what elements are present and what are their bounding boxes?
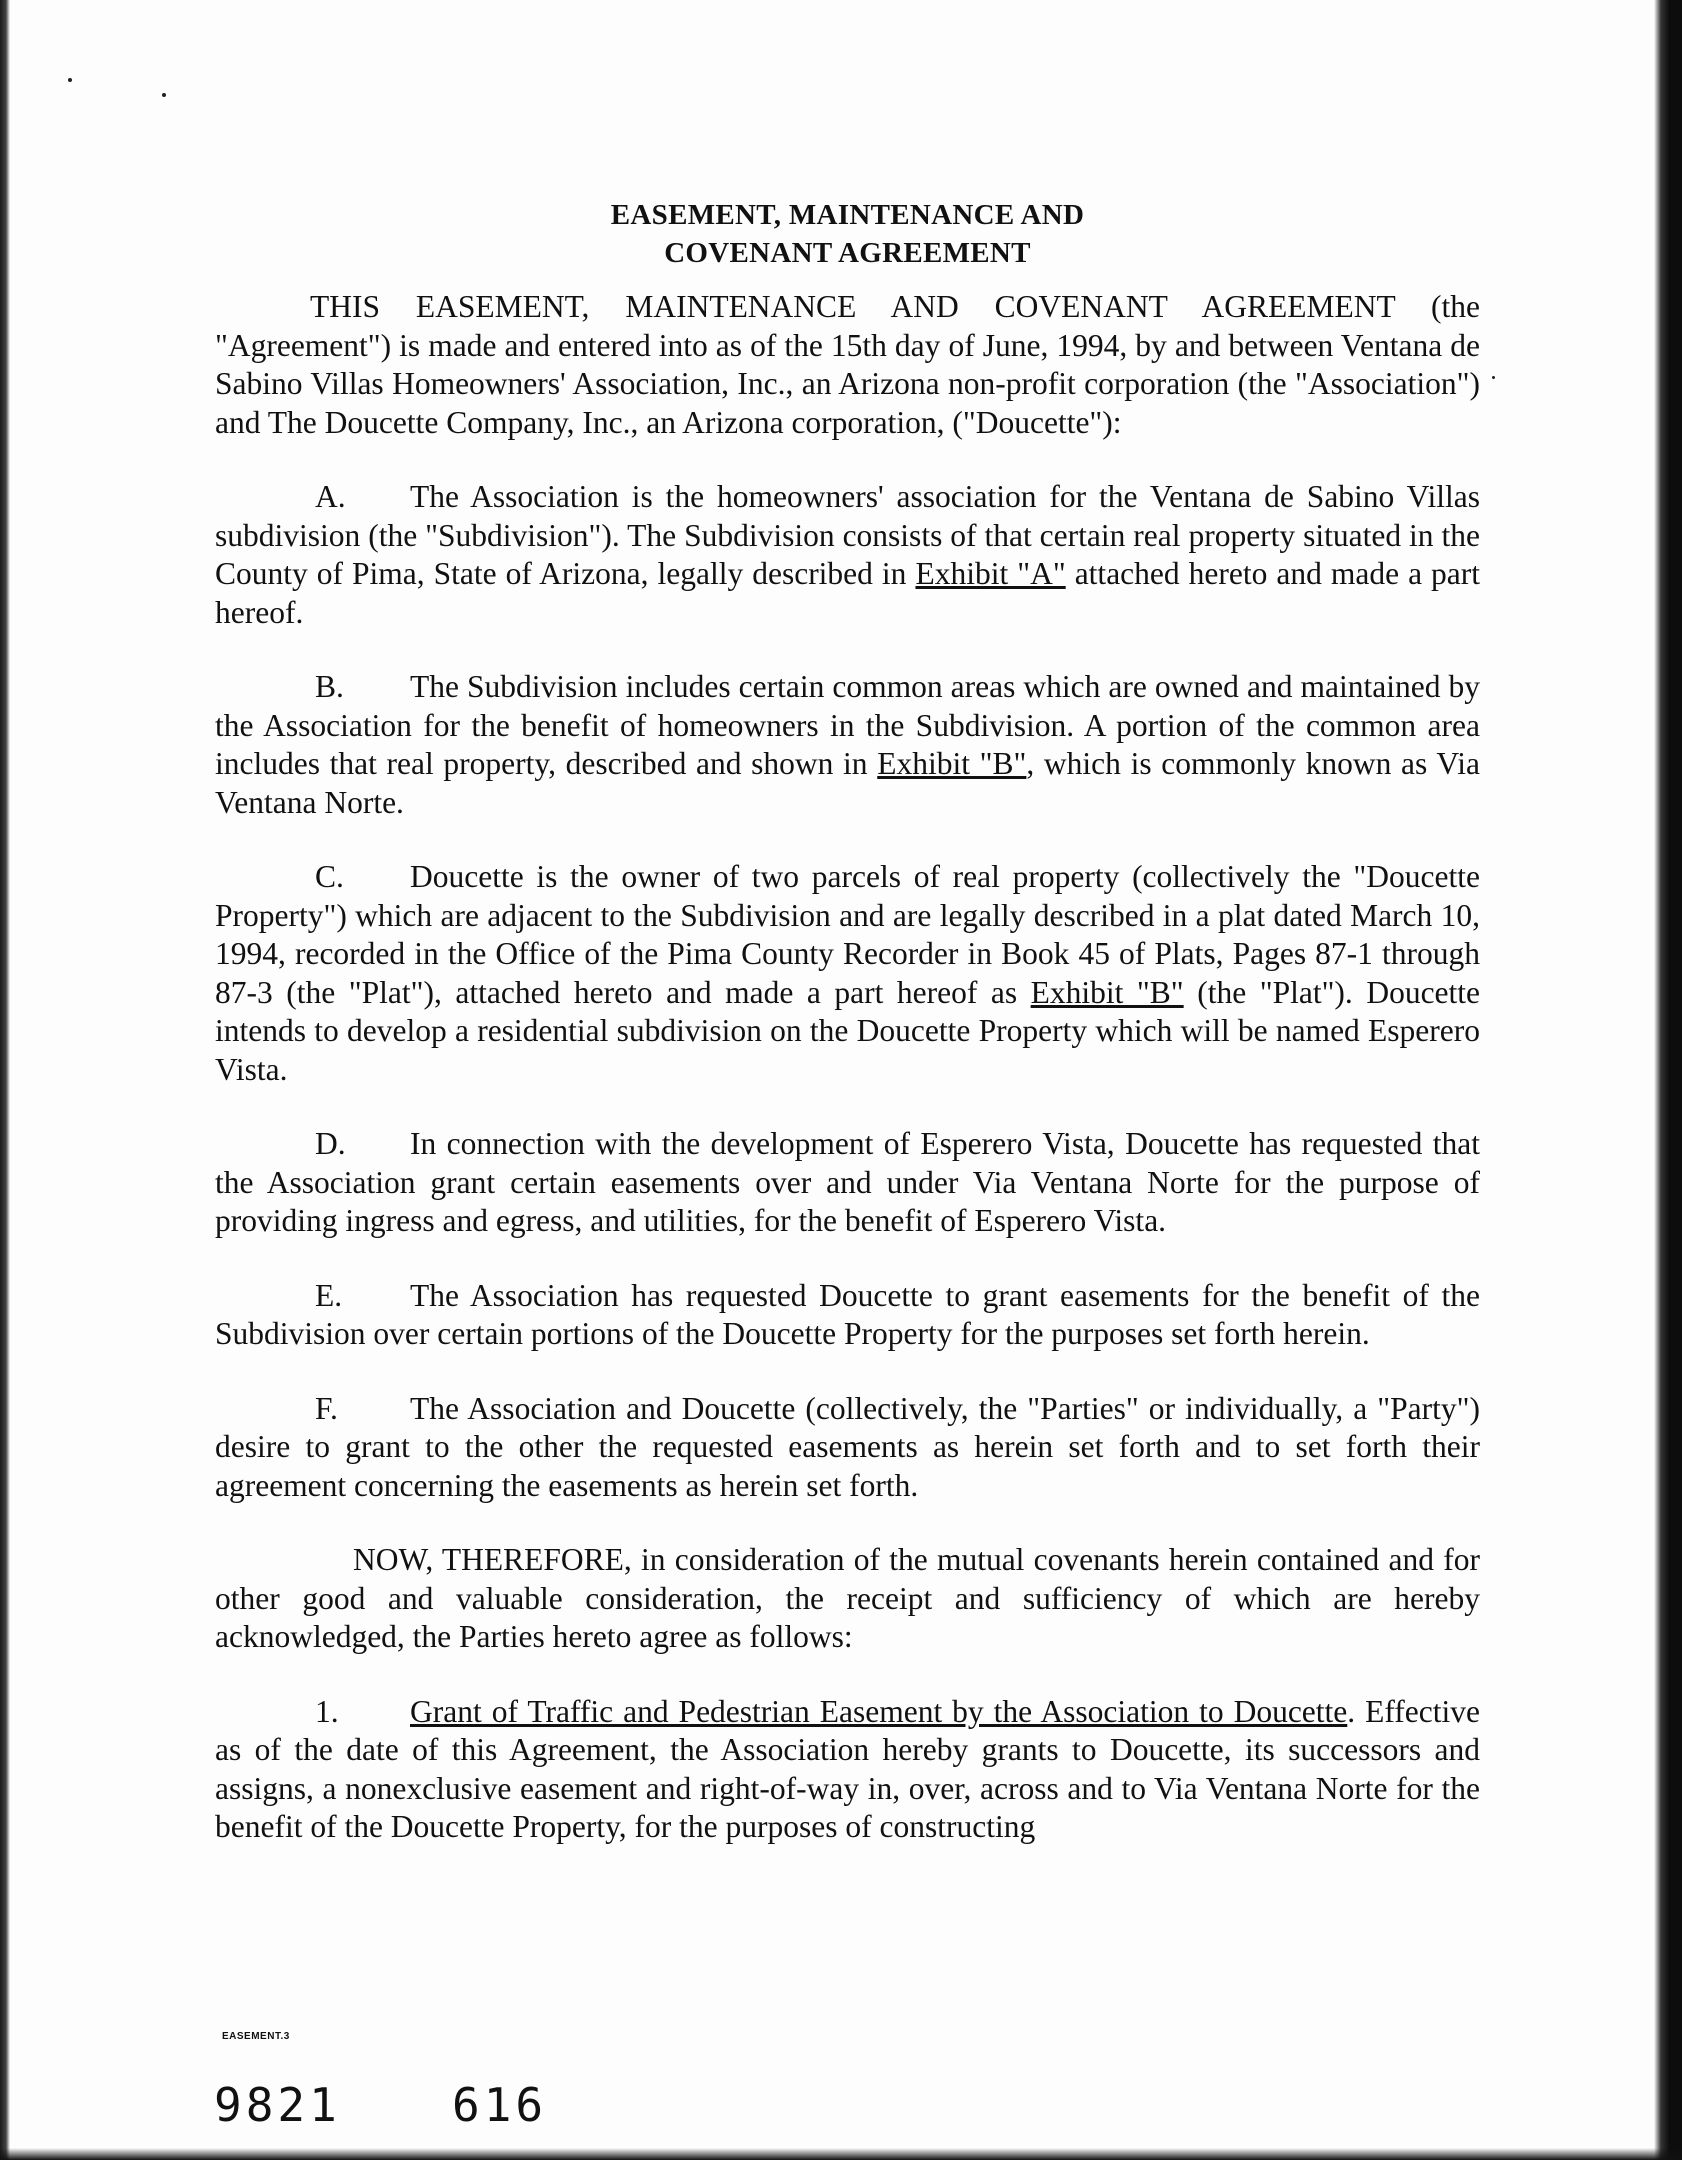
now-therefore-text: NOW, THEREFORE, in consideration of the mutual covenants herein contained and for other good and valuable consideration, the receipt and sufficiency of which are hereby acknowledged, the Parties hereto agree as follows: xyxy=(215,1542,1480,1654)
recital-d-text: In connection with the development of Esperero Vista, Doucette has requested that the Association grant certain easements over and under Via Ventana Norte for the purpose of providing ingress and egress, and utilities, for the benefit of Esperero Vista. xyxy=(215,1126,1480,1238)
recital-f xyxy=(215,1390,1480,1506)
section-1-heading: Grant of Traffic and Pedestrian Easement by the Association to Doucette xyxy=(410,1693,1348,1729)
intro-text: THIS EASEMENT, MAINTENANCE AND COVENANT AGREEMENT (the "Agreement") is made and entered into as of the 15th day of June, 1994, by and between Ventana de Sabino Villas Homeowners' Association, Inc., an Arizona non-profit corporation (the "Association") and The Doucette Company, Inc., an Arizona corporation, ("Doucette"): xyxy=(215,289,1480,440)
recital-a-letter: A. xyxy=(315,479,346,514)
recital-f-text: The Association and Doucette (collectively, the "Parties" or individually, a "Party") desire to grant to the other the requested easements as herein set forth and to set forth their agreement concerning the easements as herein set forth. xyxy=(215,1390,1480,1503)
scan-speck xyxy=(162,93,166,97)
footer-page-number: 616 xyxy=(452,2078,548,2132)
recital-d-letter: D. xyxy=(315,1126,346,1161)
recital-e-text: The Association has requested Doucette to grant easements for the benefit of the Subdivision over certain portions of the Doucette Property for the purposes set forth herein. xyxy=(215,1277,1480,1351)
recital-e-letter: E. xyxy=(315,1277,343,1313)
footer-docket-number: 9821 xyxy=(214,2078,341,2132)
footer-file-code: EASEMENT.3 xyxy=(222,2031,290,2042)
recital-b-text-end: , which is commonly known as Via Ventana Norte. xyxy=(215,746,1480,820)
recital-c-text: Doucette is the owner of two parcels of real property (collectively the "Doucette Property") which are adjacent to the Subdivision and are legally described in a plat dated March 10, 1994, recorded in the Office of the Pima County Recorder in Book 45 of Plats, Pages 87-1 through 87-3 (the "Plat"), attached hereto and made a part hereof as xyxy=(215,859,1480,1010)
intro-paragraph xyxy=(215,288,1480,442)
section-1: 1. Grant of Traffic and Pedestrian Easement by the Association to Doucette. Effective as of the date of this Agreement, the Association hereby grants to Doucette, its successors and assigns, a nonexclusive easement and right-of-way in, over, across and to Via Ventana Norte for the benefit of the Doucette Property, for the purposes of constructing xyxy=(215,1693,1480,1844)
scan-edge-left xyxy=(0,0,10,2160)
scan-edge-right xyxy=(1654,0,1682,2160)
document-title xyxy=(215,196,1480,272)
title-line-1: EASEMENT, MAINTENANCE AND xyxy=(610,199,1085,231)
section-1-text: Effective as of the date of this Agreement, the Association hereby grants to Doucette, its successors and assigns, a nonexclusive easement and right-of-way in, over, across and to Via Ventana Norte for the benefit of the Doucette Property, for the purposes of constructing xyxy=(215,1693,1480,1844)
recital-a-text: The Association is the homeowners' association for the Ventana de Sabino Villas subdivision (the "Subdivision"). The Subdivision consists of that certain real property situated in the County of Pima, State of Arizona, legally described in xyxy=(215,479,1480,591)
recital-f-letter: F. xyxy=(315,1390,338,1426)
now-therefore-paragraph xyxy=(215,1541,1480,1657)
document-body xyxy=(215,196,1480,1847)
exhibit-a-reference: Exhibit "A" xyxy=(915,556,1066,591)
recital-a-text-end: attached hereto and made a part hereof. xyxy=(215,556,1481,630)
recital-a xyxy=(215,478,1480,632)
exhibit-b-plat-reference: Exhibit "B" xyxy=(1030,974,1184,1010)
exhibit-b-reference: Exhibit "B" xyxy=(877,746,1027,781)
recital-b-text: The Subdivision includes certain common areas which are owned and maintained by the Association for the benefit of homeowners in the Subdivision. A portion of the common area includes that real property, described and shown in xyxy=(215,669,1480,781)
recital-c-text-end: (the "Plat"). Doucette intends to develop a residential subdivision on the Doucette Property which will be named Esperero Vista. xyxy=(215,974,1481,1087)
recital-b xyxy=(215,668,1480,822)
recital-c xyxy=(215,858,1480,1089)
recital-d xyxy=(215,1125,1480,1241)
scan-edge-bottom xyxy=(0,2148,1682,2160)
scan-speck xyxy=(68,78,72,82)
scan-speck xyxy=(1492,376,1495,379)
recital-c-letter: C. xyxy=(315,859,344,894)
recital-e xyxy=(215,1277,1480,1354)
section-1-number: 1. xyxy=(315,1693,339,1729)
recital-b-letter: B. xyxy=(315,669,344,704)
title-line-2: COVENANT AGREEMENT xyxy=(664,237,1031,269)
